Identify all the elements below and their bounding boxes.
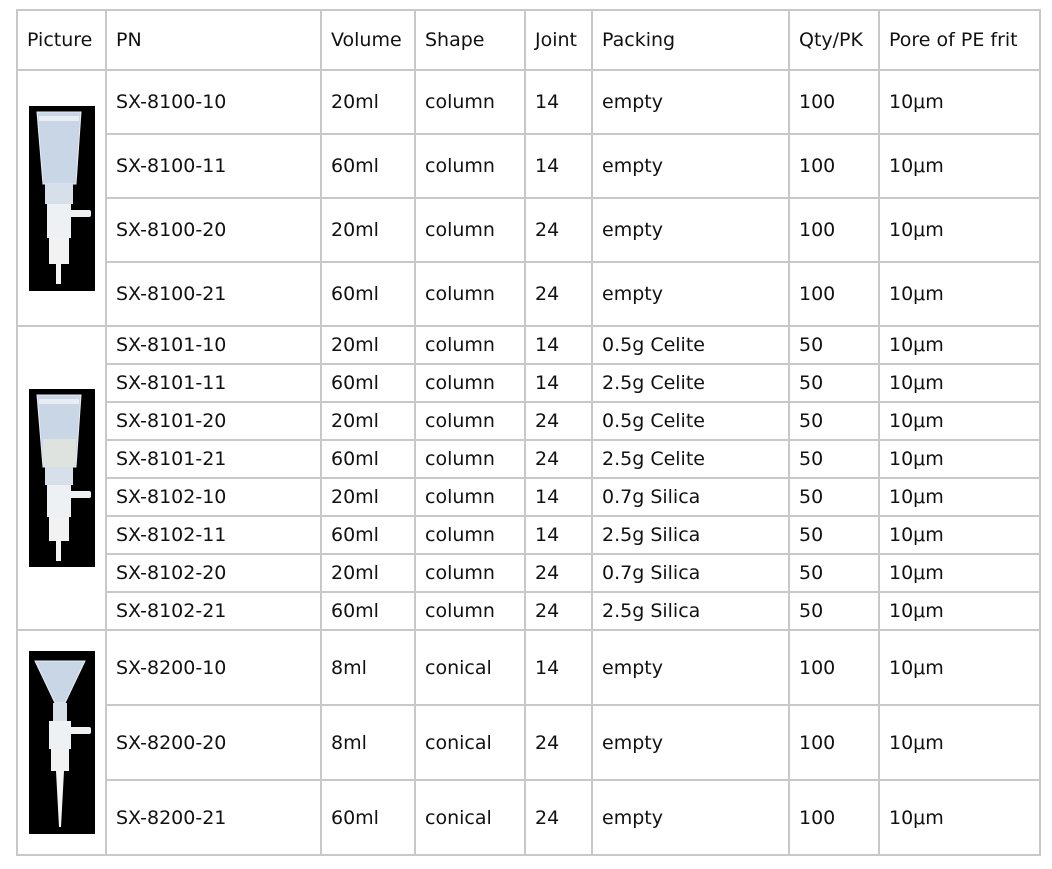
picture-cell <box>17 70 106 326</box>
cell-volume: 60ml <box>321 516 415 554</box>
cell-joint: 24 <box>525 705 592 780</box>
cell-qty: 100 <box>789 134 879 198</box>
cell-packing: empty <box>592 198 789 262</box>
table-row <box>17 70 1040 134</box>
cell-qty: 50 <box>789 364 879 402</box>
cell-joint: 14 <box>525 364 592 402</box>
cell-pore: 10μm <box>879 364 1040 402</box>
cell-joint: 24 <box>525 554 592 592</box>
cell-pn: SX-8200-20 <box>106 705 321 780</box>
cell-shape: column <box>415 198 525 262</box>
header-joint: Joint <box>525 10 592 70</box>
cell-qty: 100 <box>789 630 879 705</box>
cell-pore: 10μm <box>879 780 1040 855</box>
cell-pore: 10μm <box>879 134 1040 198</box>
cell-pn: SX-8102-21 <box>106 592 321 630</box>
header-shape: Shape <box>415 10 525 70</box>
table-row <box>17 326 1040 364</box>
cell-shape: column <box>415 364 525 402</box>
cell-pn: SX-8200-21 <box>106 780 321 855</box>
cell-shape: conical <box>415 780 525 855</box>
table-row <box>17 440 1040 478</box>
cell-shape: column <box>415 554 525 592</box>
cell-shape: column <box>415 402 525 440</box>
cell-joint: 14 <box>525 478 592 516</box>
cell-pn: SX-8101-11 <box>106 364 321 402</box>
table-row <box>17 478 1040 516</box>
cell-joint: 24 <box>525 592 592 630</box>
cell-packing: 2.5g Celite <box>592 364 789 402</box>
table-row <box>17 364 1040 402</box>
cell-pore: 10μm <box>879 70 1040 134</box>
header-packing: Packing <box>592 10 789 70</box>
cell-shape: column <box>415 440 525 478</box>
cell-joint: 14 <box>525 516 592 554</box>
picture-cell <box>17 630 106 855</box>
cell-pore: 10μm <box>879 630 1040 705</box>
picture-cell <box>17 326 106 630</box>
table-row <box>17 198 1040 262</box>
cell-shape: column <box>415 262 525 326</box>
cell-packing: 2.5g Silica <box>592 592 789 630</box>
header-qty: Qty/PK <box>789 10 879 70</box>
cell-qty: 50 <box>789 402 879 440</box>
cell-volume: 8ml <box>321 705 415 780</box>
table-row <box>17 554 1040 592</box>
cell-pn: SX-8101-10 <box>106 326 321 364</box>
cell-packing: empty <box>592 134 789 198</box>
cell-qty: 50 <box>789 440 879 478</box>
cell-pore: 10μm <box>879 592 1040 630</box>
cell-pn: SX-8101-21 <box>106 440 321 478</box>
table-row <box>17 592 1040 630</box>
cell-qty: 100 <box>789 705 879 780</box>
table-row <box>17 705 1040 780</box>
cell-qty: 100 <box>789 70 879 134</box>
cell-pn: SX-8100-20 <box>106 198 321 262</box>
cell-volume: 8ml <box>321 630 415 705</box>
cell-volume: 60ml <box>321 364 415 402</box>
cell-pn: SX-8100-10 <box>106 70 321 134</box>
cell-shape: conical <box>415 630 525 705</box>
table-row <box>17 780 1040 855</box>
cell-joint: 24 <box>525 262 592 326</box>
cell-shape: column <box>415 516 525 554</box>
cell-pn: SX-8102-11 <box>106 516 321 554</box>
cell-shape: column <box>415 134 525 198</box>
table-row <box>17 134 1040 198</box>
cell-qty: 100 <box>789 780 879 855</box>
cell-packing: 2.5g Celite <box>592 440 789 478</box>
cell-pore: 10μm <box>879 440 1040 478</box>
column-funnel-packed-photo-icon <box>29 389 95 567</box>
cell-volume: 60ml <box>321 780 415 855</box>
cell-volume: 20ml <box>321 554 415 592</box>
cell-volume: 60ml <box>321 440 415 478</box>
cell-pn: SX-8102-20 <box>106 554 321 592</box>
cell-joint: 24 <box>525 440 592 478</box>
cell-joint: 14 <box>525 134 592 198</box>
cell-volume: 20ml <box>321 402 415 440</box>
cell-volume: 60ml <box>321 592 415 630</box>
cell-volume: 20ml <box>321 198 415 262</box>
column-funnel-empty-photo-icon <box>29 106 95 291</box>
cell-joint: 24 <box>525 402 592 440</box>
cell-joint: 24 <box>525 198 592 262</box>
cell-qty: 50 <box>789 326 879 364</box>
cell-pn: SX-8100-21 <box>106 262 321 326</box>
cell-packing: empty <box>592 780 789 855</box>
cell-pore: 10μm <box>879 554 1040 592</box>
cell-pore: 10μm <box>879 326 1040 364</box>
cell-pn: SX-8102-10 <box>106 478 321 516</box>
cell-volume: 60ml <box>321 262 415 326</box>
cell-qty: 50 <box>789 592 879 630</box>
table-row <box>17 262 1040 326</box>
cell-shape: column <box>415 70 525 134</box>
cell-packing: 0.7g Silica <box>592 554 789 592</box>
cell-shape: column <box>415 326 525 364</box>
cell-pore: 10μm <box>879 402 1040 440</box>
cell-joint: 14 <box>525 326 592 364</box>
cell-volume: 20ml <box>321 326 415 364</box>
table-row <box>17 516 1040 554</box>
header-pore: Pore of PE frit <box>879 10 1040 70</box>
cell-pn: SX-8101-20 <box>106 402 321 440</box>
cell-shape: conical <box>415 705 525 780</box>
table-row <box>17 630 1040 705</box>
cell-qty: 50 <box>789 516 879 554</box>
cell-joint: 14 <box>525 630 592 705</box>
product-spec-table <box>16 9 1041 856</box>
table-row <box>17 402 1040 440</box>
cell-packing: empty <box>592 70 789 134</box>
cell-pore: 10μm <box>879 478 1040 516</box>
cell-shape: column <box>415 592 525 630</box>
header-volume: Volume <box>321 10 415 70</box>
cell-volume: 60ml <box>321 134 415 198</box>
cell-pore: 10μm <box>879 705 1040 780</box>
header-pn: PN <box>106 10 321 70</box>
cell-packing: 0.5g Celite <box>592 402 789 440</box>
cell-qty: 50 <box>789 554 879 592</box>
cell-packing: 0.5g Celite <box>592 326 789 364</box>
cell-pn: SX-8200-10 <box>106 630 321 705</box>
cell-volume: 20ml <box>321 478 415 516</box>
cell-packing: empty <box>592 630 789 705</box>
cell-pore: 10μm <box>879 198 1040 262</box>
cell-pn: SX-8100-11 <box>106 134 321 198</box>
cell-volume: 20ml <box>321 70 415 134</box>
cell-pore: 10μm <box>879 516 1040 554</box>
cell-packing: empty <box>592 262 789 326</box>
cell-qty: 50 <box>789 478 879 516</box>
cell-joint: 14 <box>525 70 592 134</box>
cell-packing: empty <box>592 705 789 780</box>
cell-qty: 100 <box>789 198 879 262</box>
header-picture: Picture <box>17 10 106 70</box>
cell-packing: 0.7g Silica <box>592 478 789 516</box>
cell-qty: 100 <box>789 262 879 326</box>
header-row <box>17 10 1040 70</box>
cell-pore: 10μm <box>879 262 1040 326</box>
cell-shape: column <box>415 478 525 516</box>
cell-joint: 24 <box>525 780 592 855</box>
cell-packing: 2.5g Silica <box>592 516 789 554</box>
conical-funnel-photo-icon <box>29 651 95 834</box>
